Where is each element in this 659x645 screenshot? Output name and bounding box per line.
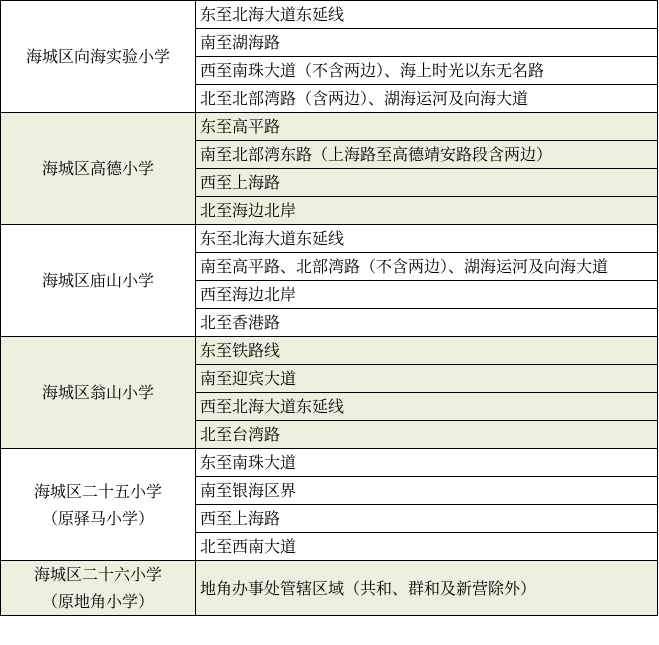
boundary-cell: 北至香港路 bbox=[196, 309, 658, 337]
boundary-cell: 东至北海大道东延线 bbox=[196, 1, 658, 29]
school-name: 海城区二十六小学 bbox=[33, 565, 162, 584]
boundary-cell: 东至铁路线 bbox=[196, 337, 658, 365]
school-name: （原驿马小学） bbox=[41, 508, 154, 528]
boundary-cell: 西至上海路 bbox=[196, 169, 658, 197]
boundary-cell: 南至银海区界 bbox=[196, 477, 658, 505]
table-row bbox=[1, 337, 658, 365]
boundary-cell: 南至湖海路 bbox=[196, 29, 658, 57]
table-row bbox=[1, 449, 658, 477]
table-row bbox=[1, 561, 658, 616]
boundary-cell: 西至南珠大道（不含两边）、海上时光以东无名路 bbox=[196, 57, 658, 85]
school-name: 海城区翁山小学 bbox=[41, 383, 154, 402]
table-row bbox=[1, 225, 658, 253]
table-row bbox=[1, 113, 658, 141]
boundary-cell: 北至台湾路 bbox=[196, 421, 658, 449]
boundary-cell: 东至高平路 bbox=[196, 113, 658, 141]
school-name-cell bbox=[1, 337, 196, 449]
boundary-cell: 地角办事处管辖区域（共和、群和及新营除外） bbox=[196, 561, 658, 616]
school-name-cell bbox=[1, 1, 196, 113]
boundary-cell: 西至海边北岸 bbox=[196, 281, 658, 309]
boundary-cell: 南至北部湾东路（上海路至高德靖安路段含两边） bbox=[196, 141, 658, 169]
school-name: 海城区庙山小学 bbox=[41, 271, 154, 290]
boundary-cell: 西至北海大道东延线 bbox=[196, 393, 658, 421]
school-name-cell bbox=[1, 449, 196, 561]
boundary-cell: 南至高平路、北部湾路（不含两边）、湖海运河及向海大道 bbox=[196, 253, 658, 281]
school-name-cell bbox=[1, 561, 196, 616]
boundary-cell: 北至海边北岸 bbox=[196, 197, 658, 225]
school-district-table-body bbox=[1, 1, 658, 616]
boundary-cell: 北至西南大道 bbox=[196, 533, 658, 561]
boundary-cell: 南至迎宾大道 bbox=[196, 365, 658, 393]
boundary-cell: 东至南珠大道 bbox=[196, 449, 658, 477]
school-name: 海城区向海实验小学 bbox=[25, 47, 170, 66]
boundary-cell: 西至上海路 bbox=[196, 505, 658, 533]
school-name: 海城区二十五小学 bbox=[33, 481, 162, 501]
school-name-cell bbox=[1, 113, 196, 225]
boundary-cell: 东至北海大道东延线 bbox=[196, 225, 658, 253]
school-name-cell bbox=[1, 225, 196, 337]
table-row bbox=[1, 1, 658, 29]
school-name: 海城区高德小学 bbox=[41, 159, 154, 178]
boundary-cell: 北至北部湾路（含两边）、湖海运河及向海大道 bbox=[196, 85, 658, 113]
school-name: （原地角小学） bbox=[41, 592, 154, 611]
